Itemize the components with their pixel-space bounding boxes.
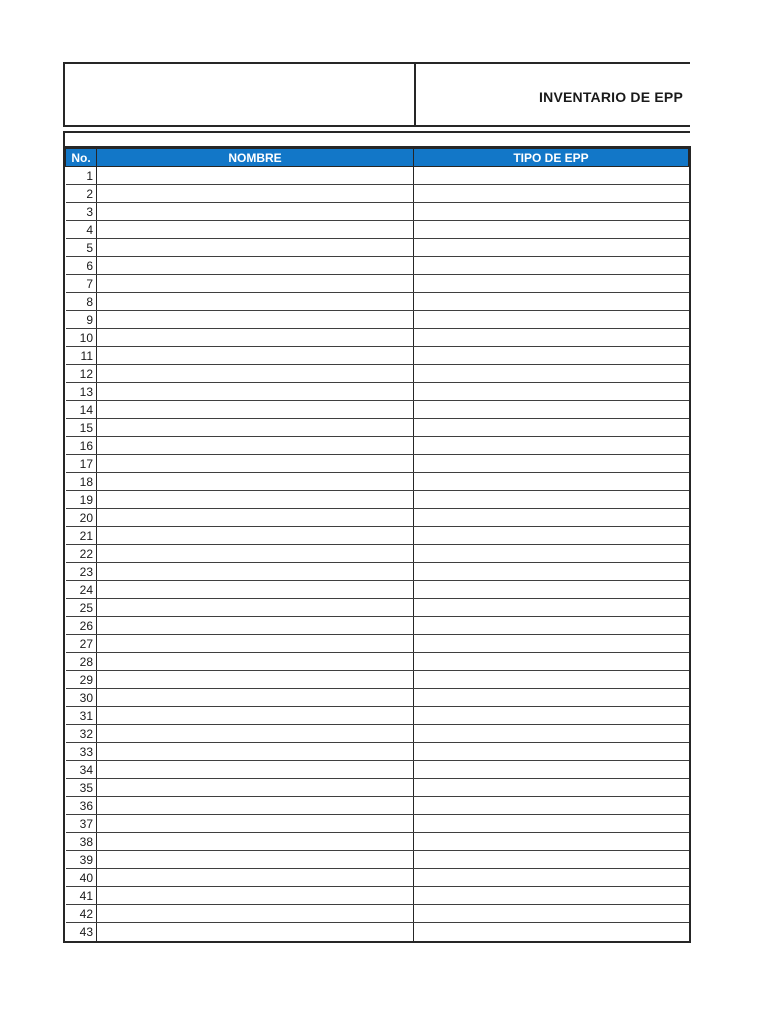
table-row — [66, 815, 689, 833]
table-row — [66, 923, 689, 941]
row-number-cell: 39 — [66, 851, 97, 869]
row-tipo-cell — [414, 239, 689, 257]
row-nombre-cell — [97, 239, 414, 257]
table-row — [66, 653, 689, 671]
table-row — [66, 797, 689, 815]
row-number-cell: 40 — [66, 869, 97, 887]
column-header-nombre: NOMBRE — [97, 149, 414, 167]
row-tipo-cell — [414, 887, 689, 905]
row-tipo-cell — [414, 455, 689, 473]
row-tipo-cell — [414, 437, 689, 455]
row-tipo-cell — [414, 185, 689, 203]
table-row — [66, 581, 689, 599]
row-nombre-cell — [97, 347, 414, 365]
row-tipo-cell — [414, 491, 689, 509]
column-header-tipo: TIPO DE EPP — [414, 149, 689, 167]
table-row — [66, 779, 689, 797]
row-tipo-cell — [414, 923, 689, 941]
table-row — [66, 527, 689, 545]
row-number-cell: 37 — [66, 815, 97, 833]
row-number-cell: 41 — [66, 887, 97, 905]
row-tipo-cell — [414, 671, 689, 689]
row-number-cell: 24 — [66, 581, 97, 599]
row-number-cell: 35 — [66, 779, 97, 797]
row-tipo-cell — [414, 779, 689, 797]
row-nombre-cell — [97, 869, 414, 887]
table-row — [66, 707, 689, 725]
row-tipo-cell — [414, 545, 689, 563]
row-tipo-cell — [414, 617, 689, 635]
row-number-cell: 7 — [66, 275, 97, 293]
table-row — [66, 275, 689, 293]
table-row — [66, 743, 689, 761]
row-number-cell: 12 — [66, 365, 97, 383]
row-tipo-cell — [414, 167, 689, 185]
table-row — [66, 851, 689, 869]
row-number-cell: 36 — [66, 797, 97, 815]
row-nombre-cell — [97, 419, 414, 437]
table-row — [66, 185, 689, 203]
row-nombre-cell — [97, 437, 414, 455]
row-tipo-cell — [414, 563, 689, 581]
row-tipo-cell — [414, 257, 689, 275]
row-number-cell: 3 — [66, 203, 97, 221]
row-number-cell: 5 — [66, 239, 97, 257]
row-nombre-cell — [97, 383, 414, 401]
row-nombre-cell — [97, 527, 414, 545]
row-tipo-cell — [414, 203, 689, 221]
row-number-cell: 8 — [66, 293, 97, 311]
table-row — [66, 689, 689, 707]
table-row — [66, 329, 689, 347]
row-nombre-cell — [97, 563, 414, 581]
table-row — [66, 833, 689, 851]
table-row — [66, 509, 689, 527]
table-row — [66, 293, 689, 311]
row-number-cell: 23 — [66, 563, 97, 581]
row-number-cell: 16 — [66, 437, 97, 455]
row-number-cell: 43 — [66, 923, 97, 941]
row-tipo-cell — [414, 401, 689, 419]
table-row — [66, 869, 689, 887]
table-row — [66, 203, 689, 221]
table-row — [66, 599, 689, 617]
table-row — [66, 617, 689, 635]
inventory-table-body — [66, 167, 689, 941]
row-nombre-cell — [97, 599, 414, 617]
row-nombre-cell — [97, 779, 414, 797]
row-number-cell: 4 — [66, 221, 97, 239]
row-number-cell: 15 — [66, 419, 97, 437]
table-row — [66, 401, 689, 419]
row-tipo-cell — [414, 725, 689, 743]
row-nombre-cell — [97, 293, 414, 311]
row-tipo-cell — [414, 527, 689, 545]
title-box — [63, 62, 690, 127]
table-row — [66, 563, 689, 581]
table-row — [66, 437, 689, 455]
table-row — [66, 221, 689, 239]
row-tipo-cell — [414, 833, 689, 851]
row-tipo-cell — [414, 383, 689, 401]
row-nombre-cell — [97, 257, 414, 275]
row-number-cell: 27 — [66, 635, 97, 653]
row-tipo-cell — [414, 599, 689, 617]
table-row — [66, 473, 689, 491]
row-tipo-cell — [414, 347, 689, 365]
row-tipo-cell — [414, 761, 689, 779]
table-row — [66, 167, 689, 185]
table-row — [66, 635, 689, 653]
row-number-cell: 6 — [66, 257, 97, 275]
row-number-cell: 11 — [66, 347, 97, 365]
row-nombre-cell — [97, 761, 414, 779]
row-nombre-cell — [97, 725, 414, 743]
row-nombre-cell — [97, 689, 414, 707]
row-tipo-cell — [414, 869, 689, 887]
row-tipo-cell — [414, 329, 689, 347]
row-number-cell: 14 — [66, 401, 97, 419]
row-tipo-cell — [414, 509, 689, 527]
row-number-cell: 28 — [66, 653, 97, 671]
row-tipo-cell — [414, 365, 689, 383]
table-row — [66, 365, 689, 383]
spacer-strip — [63, 131, 690, 146]
row-number-cell: 18 — [66, 473, 97, 491]
row-number-cell: 22 — [66, 545, 97, 563]
row-nombre-cell — [97, 221, 414, 239]
row-nombre-cell — [97, 635, 414, 653]
row-tipo-cell — [414, 419, 689, 437]
row-nombre-cell — [97, 851, 414, 869]
row-nombre-cell — [97, 905, 414, 923]
row-nombre-cell — [97, 923, 414, 941]
row-nombre-cell — [97, 455, 414, 473]
row-tipo-cell — [414, 905, 689, 923]
page-title: INVENTARIO DE EPP — [539, 89, 683, 105]
logo-cell — [65, 64, 416, 125]
row-number-cell: 17 — [66, 455, 97, 473]
row-nombre-cell — [97, 185, 414, 203]
table-row — [66, 725, 689, 743]
row-nombre-cell — [97, 671, 414, 689]
row-tipo-cell — [414, 815, 689, 833]
row-tipo-cell — [414, 851, 689, 869]
row-nombre-cell — [97, 509, 414, 527]
table-row — [66, 383, 689, 401]
row-tipo-cell — [414, 635, 689, 653]
row-number-cell: 38 — [66, 833, 97, 851]
row-nombre-cell — [97, 887, 414, 905]
row-tipo-cell — [414, 581, 689, 599]
row-nombre-cell — [97, 545, 414, 563]
table-row — [66, 491, 689, 509]
row-number-cell: 13 — [66, 383, 97, 401]
row-nombre-cell — [97, 815, 414, 833]
table-header-row — [66, 149, 689, 167]
row-nombre-cell — [97, 167, 414, 185]
row-nombre-cell — [97, 365, 414, 383]
row-nombre-cell — [97, 653, 414, 671]
table-row — [66, 761, 689, 779]
row-tipo-cell — [414, 689, 689, 707]
table-row — [66, 905, 689, 923]
column-header-no: No. — [66, 149, 97, 167]
table-row — [66, 257, 689, 275]
row-nombre-cell — [97, 491, 414, 509]
row-number-cell: 29 — [66, 671, 97, 689]
row-nombre-cell — [97, 401, 414, 419]
table-row — [66, 887, 689, 905]
row-number-cell: 33 — [66, 743, 97, 761]
row-tipo-cell — [414, 743, 689, 761]
row-number-cell: 2 — [66, 185, 97, 203]
row-nombre-cell — [97, 833, 414, 851]
table-row — [66, 239, 689, 257]
row-number-cell: 1 — [66, 167, 97, 185]
inventory-table — [63, 146, 691, 943]
row-number-cell: 30 — [66, 689, 97, 707]
table-row — [66, 311, 689, 329]
row-tipo-cell — [414, 221, 689, 239]
row-number-cell: 10 — [66, 329, 97, 347]
row-tipo-cell — [414, 473, 689, 491]
row-tipo-cell — [414, 293, 689, 311]
row-nombre-cell — [97, 743, 414, 761]
row-nombre-cell — [97, 581, 414, 599]
table-row — [66, 671, 689, 689]
row-number-cell: 34 — [66, 761, 97, 779]
row-number-cell: 21 — [66, 527, 97, 545]
row-nombre-cell — [97, 311, 414, 329]
row-nombre-cell — [97, 473, 414, 491]
table-row — [66, 347, 689, 365]
row-tipo-cell — [414, 275, 689, 293]
row-nombre-cell — [97, 275, 414, 293]
row-number-cell: 20 — [66, 509, 97, 527]
row-nombre-cell — [97, 707, 414, 725]
row-number-cell: 42 — [66, 905, 97, 923]
row-tipo-cell — [414, 653, 689, 671]
row-number-cell: 31 — [66, 707, 97, 725]
row-tipo-cell — [414, 797, 689, 815]
row-tipo-cell — [414, 707, 689, 725]
table-row — [66, 545, 689, 563]
row-number-cell: 32 — [66, 725, 97, 743]
row-number-cell: 9 — [66, 311, 97, 329]
row-nombre-cell — [97, 617, 414, 635]
row-nombre-cell — [97, 797, 414, 815]
table-row — [66, 419, 689, 437]
row-number-cell: 25 — [66, 599, 97, 617]
row-number-cell: 26 — [66, 617, 97, 635]
table-row — [66, 455, 689, 473]
row-number-cell: 19 — [66, 491, 97, 509]
row-tipo-cell — [414, 311, 689, 329]
row-nombre-cell — [97, 203, 414, 221]
row-nombre-cell — [97, 329, 414, 347]
